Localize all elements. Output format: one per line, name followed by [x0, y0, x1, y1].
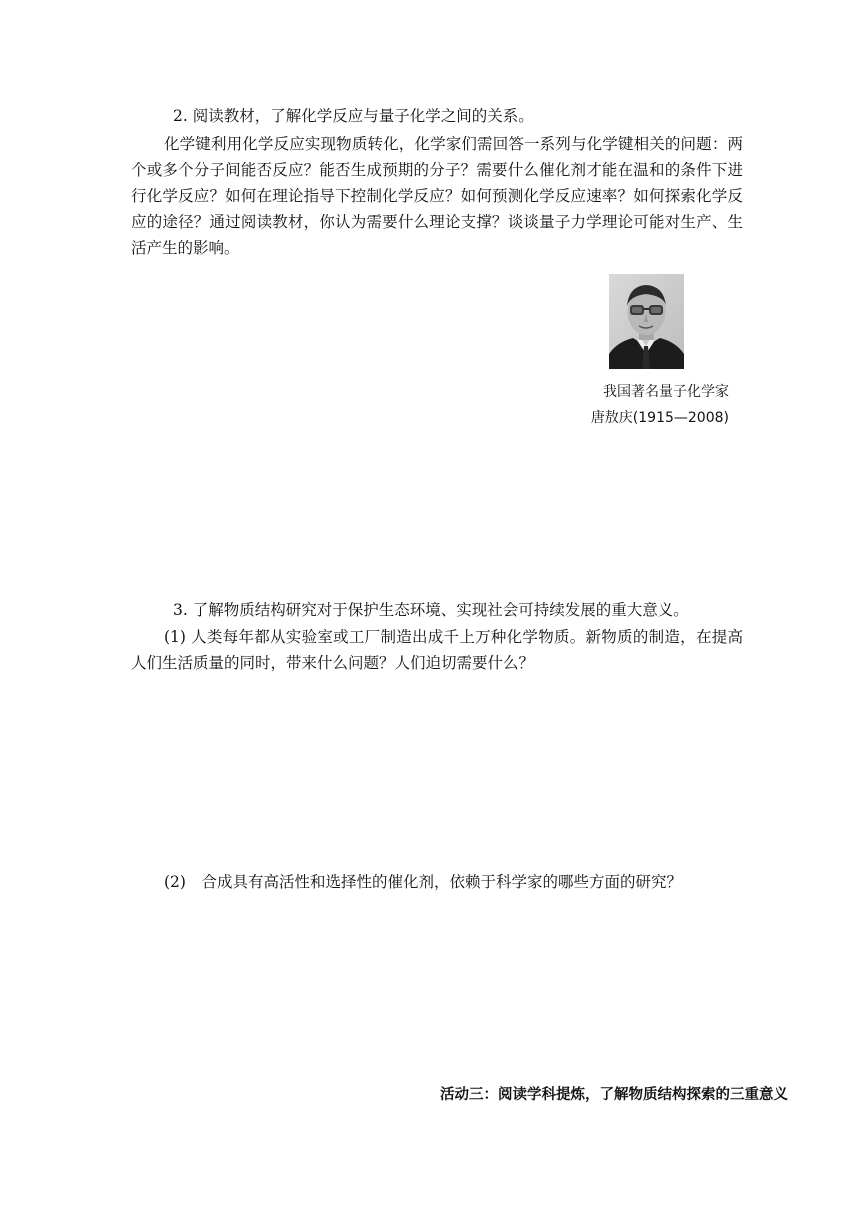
section-2-body: 化学键利用化学反应实现物质转化，化学家们需回答一系列与化学键相关的问题：两个或多个分子间能否反应？能否生成预期的分子？需要什么催化剂才能在温和的条件下进行化学反应？如何在理论指导下控制化学反应？如何预测化学反应速率？如何探索化学反应的途径？通过阅读教材，你认为需要什么理论支撑？谈谈量子力学理论可能对生产、生活产生的影响。 — [131, 135, 743, 257]
portrait-caption-name: 唐敖庆(1915—2008) — [590, 410, 729, 426]
portrait-photo — [609, 274, 684, 369]
section-2-heading: 2. 阅读教材，了解化学反应与量子化学之间的关系。 — [173, 107, 534, 125]
section-3-heading: 3. 了解物质结构研究对于保护生态环境、实现社会可持续发展的重大意义。 — [173, 601, 689, 619]
section-3-question-1: (1) 人类每年都从实验室或工厂制造出成千上万种化学物质。新物质的制造，在提高人们生活质量的同时，带来什么问题？人们迫切需要什么？ — [131, 628, 743, 672]
activity-3-heading: 活动三：阅读学科提炼，了解物质结构探索的三重意义 — [440, 1087, 788, 1103]
portrait-caption-title: 我国著名量子化学家 — [603, 384, 729, 400]
section-3-question-2: (2) 合成具有高活性和选择性的催化剂，依赖于科学家的哪些方面的研究？ — [164, 873, 682, 891]
